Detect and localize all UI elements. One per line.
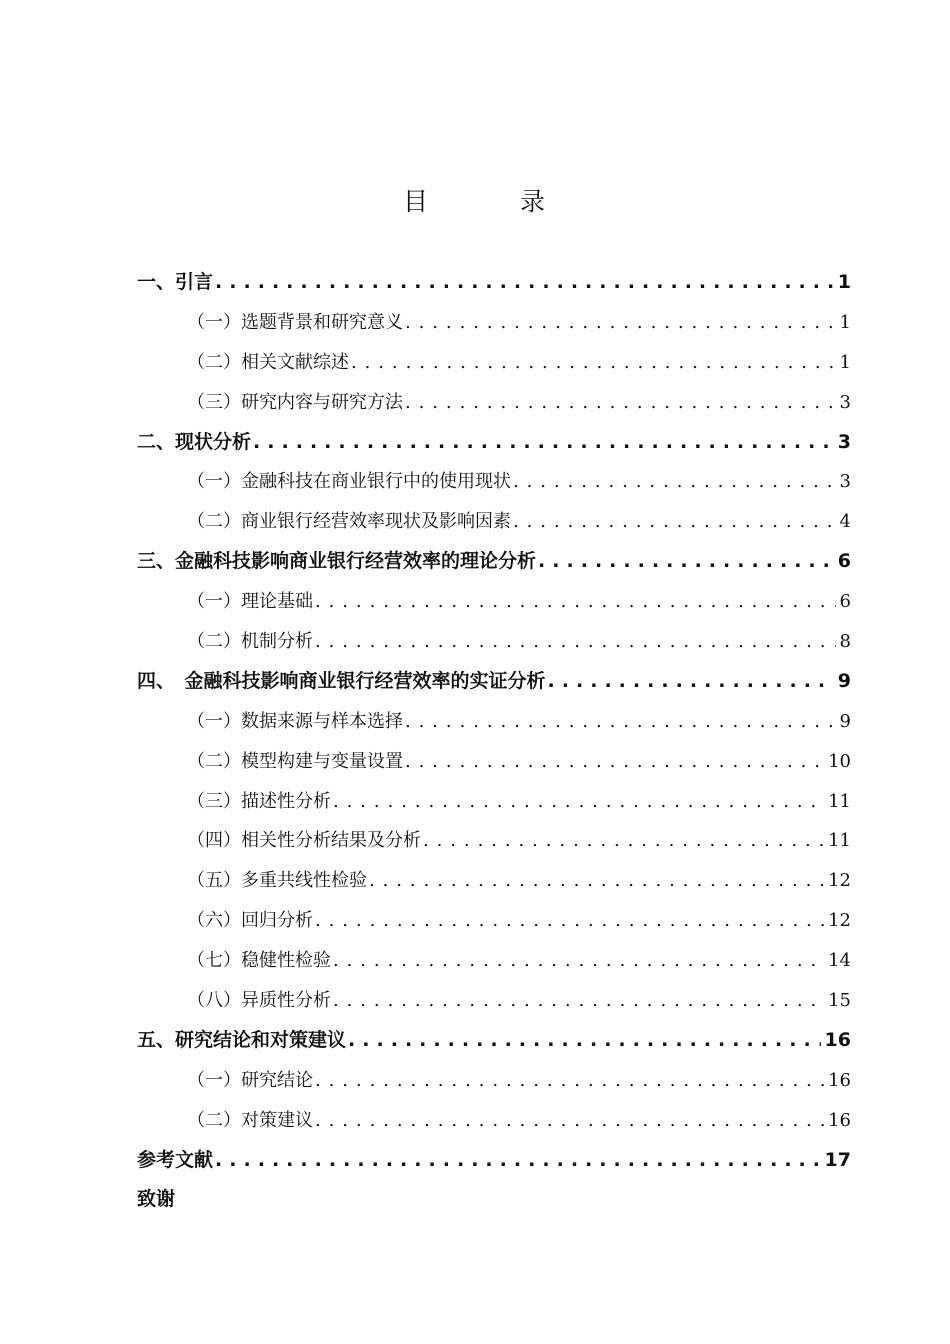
toc-chapter-entry[interactable]	[137, 423, 851, 463]
toc-entry-title: 参考文献	[137, 1148, 214, 1171]
toc-section-entry[interactable]	[137, 782, 851, 822]
toc-section-entry[interactable]	[137, 1061, 851, 1101]
toc-section-entry[interactable]	[137, 303, 851, 343]
toc-page-number: 6	[839, 591, 851, 613]
toc-entry-title: （三）研究内容与研究方法	[187, 391, 403, 413]
toc-page-number: 1	[839, 311, 851, 333]
toc-dot-leader	[538, 542, 834, 582]
toc-entry-title: （八）异质性分析	[187, 990, 331, 1012]
toc-section-entry[interactable]	[137, 383, 851, 423]
toc-entry-title: 四、 金融科技影响商业银行经营效率的实证分析	[137, 669, 546, 692]
toc-entry-title: （一）理论基础	[187, 591, 313, 613]
toc-section-entry[interactable]	[137, 901, 851, 941]
toc-section-entry[interactable]	[137, 941, 851, 981]
toc-entry-title: （一）研究结论	[187, 1069, 313, 1091]
toc-dot-leader	[423, 821, 824, 861]
toc-entry-title: 三、金融科技影响商业银行经营效率的理论分析	[137, 550, 537, 573]
toc-section-entry[interactable]	[137, 821, 851, 861]
toc-entry-title: （二）模型构建与变量设置	[187, 750, 403, 772]
toc-chapter-entry[interactable]	[137, 263, 851, 303]
toc-entry-title: （一）选题背景和研究意义	[187, 311, 403, 333]
toc-section-entry[interactable]	[137, 582, 851, 622]
toc-dot-leader	[405, 383, 836, 423]
toc-dot-leader	[315, 1101, 824, 1141]
toc-dot-leader	[253, 423, 834, 463]
toc-page-number: 16	[828, 1109, 851, 1131]
toc-dot-leader	[315, 622, 836, 662]
toc-section-entry[interactable]	[137, 622, 851, 662]
toc-dot-leader	[548, 662, 834, 702]
toc-dot-leader	[513, 502, 836, 542]
toc-page-number: 9	[837, 669, 851, 692]
toc-chapter-entry[interactable]	[137, 1021, 851, 1061]
toc-entry-title: （四）相关性分析结果及分析	[187, 830, 421, 852]
toc-entry-title: 五、研究结论和对策建议	[137, 1028, 347, 1051]
toc-page-number: 12	[828, 870, 851, 892]
toc-dot-leader	[405, 742, 824, 782]
toc-entry-title: （七）稳健性检验	[187, 950, 331, 972]
toc-page-number: 3	[839, 391, 851, 413]
toc-page-number: 14	[828, 950, 851, 972]
toc-dot-leader	[333, 981, 824, 1021]
toc-entry-title: （五）多重共线性检验	[187, 870, 367, 892]
toc-dot-leader	[333, 782, 824, 822]
toc-page-number: 10	[828, 750, 851, 772]
toc-entry-title: 致谢	[137, 1188, 176, 1211]
toc-entry-title: （六）回归分析	[187, 910, 313, 932]
toc-page-number: 12	[828, 910, 851, 932]
toc-section-entry[interactable]	[137, 502, 851, 542]
toc-dot-leader	[333, 941, 824, 981]
toc-page-number: 11	[828, 830, 851, 852]
toc-dot-leader	[215, 1141, 821, 1181]
toc-section-entry[interactable]	[137, 462, 851, 502]
toc-entry-title: （二）对策建议	[187, 1109, 313, 1131]
toc-page-number: 3	[839, 471, 851, 493]
toc-page-number: 11	[828, 790, 851, 812]
toc-entry-title: 一、引言	[137, 271, 214, 293]
toc-page-number: 16	[824, 1028, 851, 1051]
toc-dot-leader	[369, 861, 824, 901]
page-title: 目 录	[403, 187, 587, 216]
toc-page-number: 1	[837, 271, 851, 293]
toc-entry-title: （三）描述性分析	[187, 790, 331, 812]
toc-page-number: 17	[824, 1148, 851, 1171]
toc-entry-title: （二）机制分析	[187, 631, 313, 653]
toc-chapter-entry[interactable]	[137, 662, 851, 702]
toc-dot-leader	[215, 263, 834, 303]
toc-entry-title: 二、现状分析	[137, 430, 252, 453]
toc-dot-leader	[315, 582, 836, 622]
toc-page-number: 1	[839, 351, 851, 373]
toc-section-entry[interactable]	[137, 343, 851, 383]
toc-entry-title: （一）数据来源与样本选择	[187, 710, 403, 732]
toc-section-entry[interactable]	[137, 1101, 851, 1141]
toc-dot-leader	[315, 1061, 824, 1101]
toc-section-entry[interactable]	[137, 702, 851, 742]
toc-section-entry[interactable]	[137, 861, 851, 901]
toc-dot-leader	[351, 343, 836, 383]
toc-dot-leader	[315, 901, 824, 941]
toc-page-number: 4	[839, 511, 851, 533]
toc-chapter-entry[interactable]	[137, 542, 851, 582]
toc-page-number: 9	[839, 710, 851, 732]
toc-dot-leader	[513, 462, 836, 502]
toc-entry-title: （二）相关文献综述	[187, 351, 349, 373]
table-of-contents	[137, 263, 851, 1220]
toc-chapter-entry[interactable]	[137, 1141, 851, 1181]
toc-entry-title: （二）商业银行经营效率现状及影响因素	[187, 511, 511, 533]
toc-dot-leader	[405, 303, 836, 343]
toc-page-number: 16	[828, 1069, 851, 1091]
toc-chapter-entry[interactable]	[137, 1180, 851, 1220]
toc-section-entry[interactable]	[137, 981, 851, 1021]
toc-section-entry[interactable]	[137, 742, 851, 782]
toc-dot-leader	[405, 702, 836, 742]
toc-page-number: 3	[837, 430, 851, 453]
toc-page-number: 6	[837, 550, 851, 573]
toc-dot-leader	[348, 1021, 821, 1061]
toc-page-number: 8	[839, 631, 851, 653]
toc-entry-title: （一）金融科技在商业银行中的使用现状	[187, 471, 511, 493]
toc-page-number: 15	[828, 990, 851, 1012]
